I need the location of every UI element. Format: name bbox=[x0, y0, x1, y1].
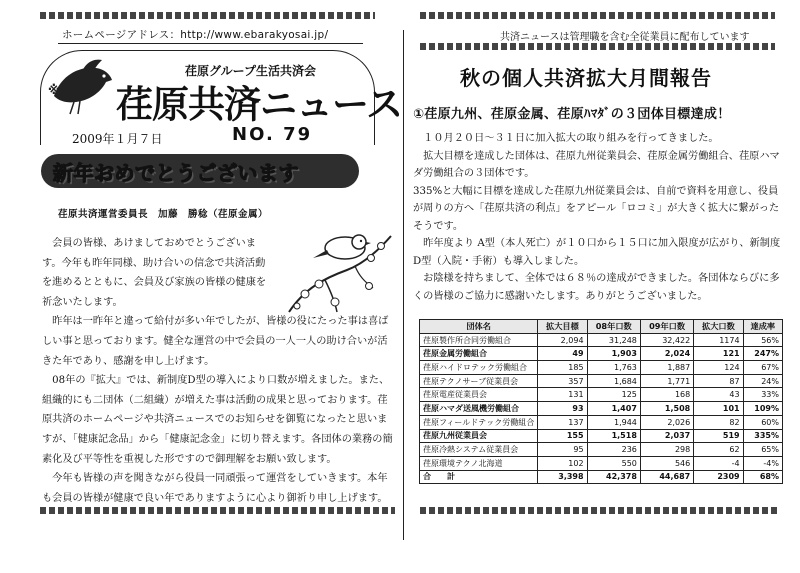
cell-rate: 109% bbox=[743, 402, 782, 416]
cell-gain: 62 bbox=[694, 443, 743, 457]
cell-target: 185 bbox=[538, 361, 587, 375]
cell-rate: 56% bbox=[743, 333, 782, 347]
cell-2009: 44,687 bbox=[640, 470, 693, 484]
cell-name: 荏原フィールドテック労働組合 bbox=[420, 415, 538, 429]
top-dash-rule-right bbox=[420, 12, 775, 19]
cell-target: 93 bbox=[538, 402, 587, 416]
cell-target: 131 bbox=[538, 388, 587, 402]
dove-logo-icon bbox=[46, 56, 118, 118]
homepage-underline bbox=[58, 43, 363, 44]
issue-number: NO. 79 bbox=[232, 124, 313, 145]
masthead-subtitle: 荏原グループ生活共済会 bbox=[185, 64, 317, 78]
homepage-address: ホームページアドレス：http://www.ebarakyosai.jp/ bbox=[62, 29, 329, 41]
col-header-target: 拡大目標 bbox=[538, 320, 587, 334]
cell-gain: 121 bbox=[694, 347, 743, 361]
masthead-title: 荏原共済ニュース bbox=[116, 83, 403, 126]
cell-2008: 42,378 bbox=[587, 470, 640, 484]
greeting-banner-text: 新年おめでとうございます bbox=[53, 161, 299, 185]
report-paragraph-2: 拡大目標を達成した団体は、荏原九州従業員会、荏原金属労働組合、荏原ハマダ労働組合の３団体です。 bbox=[413, 150, 780, 179]
report-paragraph-3: 335%と大幅に目標を達成した荏原九州従業員会は、自前で資料を用意し、役員が周りの方へ「荏原共済の利点」をアピール「ロコミ」が大きく拡大に繋がったそうです。 bbox=[413, 185, 780, 232]
cell-rate: 68% bbox=[743, 470, 782, 484]
cell-name: 荏原冷熱システム従業員会 bbox=[420, 443, 538, 457]
cell-2009: 546 bbox=[640, 456, 693, 470]
table-row bbox=[420, 402, 783, 416]
column-divider bbox=[403, 30, 404, 540]
cell-target: 49 bbox=[538, 347, 587, 361]
cell-gain: 124 bbox=[694, 361, 743, 375]
cell-name: 合 計 bbox=[420, 470, 538, 484]
table-row bbox=[420, 456, 783, 470]
cell-name: 荏原ハイドロテック労働組合 bbox=[420, 361, 538, 375]
cell-gain: 82 bbox=[694, 415, 743, 429]
cell-name: 荏原電産従業員会 bbox=[420, 388, 538, 402]
cell-gain: 519 bbox=[694, 429, 743, 443]
report-subtitle: ①荏原九州、荏原金属、荏原ﾊﾏﾀﾞの３団体目標達成！ bbox=[413, 107, 731, 122]
table-row bbox=[420, 361, 783, 375]
cell-gain: 1174 bbox=[694, 333, 743, 347]
cell-2009: 32,422 bbox=[640, 333, 693, 347]
cell-2008: 1,903 bbox=[587, 347, 640, 361]
cell-2009: 298 bbox=[640, 443, 693, 457]
cell-name: 荏原製作所合同労働組合 bbox=[420, 333, 538, 347]
cell-rate: -4% bbox=[743, 456, 782, 470]
bottom-dash-rule-right bbox=[420, 507, 780, 514]
table-row bbox=[420, 388, 783, 402]
greeting-paragraph-1: 会員の皆様、あけましておめでとうございます。今年も昨年同様、助け合いの信念で共済活動を進めるとともに、会員及び家族の皆様の健康を祈念いたします。 bbox=[42, 238, 267, 308]
cell-target: 137 bbox=[538, 415, 587, 429]
table-total-row bbox=[420, 470, 783, 484]
col-header-gain: 拡大口数 bbox=[694, 320, 743, 334]
table-row bbox=[420, 443, 783, 457]
cell-2008: 550 bbox=[587, 456, 640, 470]
cell-rate: 65% bbox=[743, 443, 782, 457]
cell-rate: 67% bbox=[743, 361, 782, 375]
report-title: 秋の個人共済拡大月間報告 bbox=[460, 66, 712, 90]
table-row bbox=[420, 429, 783, 443]
cell-rate: 24% bbox=[743, 374, 782, 388]
cell-rate: 335% bbox=[743, 429, 782, 443]
cell-gain: -4 bbox=[694, 456, 743, 470]
cell-rate: 247% bbox=[743, 347, 782, 361]
greeting-body bbox=[42, 234, 397, 508]
cell-target: 2,094 bbox=[538, 333, 587, 347]
table-row bbox=[420, 333, 783, 347]
distribution-notice: 共済ニュースは管理職を含む全従業員に配布しています bbox=[500, 32, 750, 43]
table-body bbox=[420, 333, 783, 484]
cell-2009: 1,508 bbox=[640, 402, 693, 416]
cell-target: 3,398 bbox=[538, 470, 587, 484]
greeting-author: 荏原共済運営委員長 加藤 勝稔（荏原金属） bbox=[58, 209, 269, 220]
bottom-dash-rule-left bbox=[40, 507, 395, 514]
cell-2009: 2,024 bbox=[640, 347, 693, 361]
issue-date: 2009年１月７日 bbox=[72, 132, 163, 146]
greeting-paragraph-4: 今年も皆様の声を聞きながら役員一同頑張って運営をしていきます。本年も会員の皆様が健康で良い年でありますように心より御祈り申し上げます。 bbox=[42, 473, 388, 504]
greeting-paragraph-3: 08年の『拡大』では、新制度D型の導入により口数が増えました。また、組織的にも二団体（二組織）が増えた事は活動の成果と思っております。荏原共済のホームページや共済ニュースでのお知らせを御覧になったと思いますが、「健康記念品」から「健康記念金」に切り替えます。各団体の業務の簡素化及び平等性を重視した形ですので御理解をお願い致します。 bbox=[42, 375, 393, 465]
cell-2008: 1,684 bbox=[587, 374, 640, 388]
table-row bbox=[420, 374, 783, 388]
cell-2008: 1,518 bbox=[587, 429, 640, 443]
cell-name: 荏原金属労働組合 bbox=[420, 347, 538, 361]
logo-mark: ※ bbox=[48, 83, 60, 97]
cell-target: 155 bbox=[538, 429, 587, 443]
cell-gain: 43 bbox=[694, 388, 743, 402]
report-paragraph-1: １０月２０日～３１日に加入拡大の取り組みを行ってきました。 bbox=[413, 133, 719, 144]
cell-target: 357 bbox=[538, 374, 587, 388]
cell-gain: 87 bbox=[694, 374, 743, 388]
cell-target: 95 bbox=[538, 443, 587, 457]
col-header-rate: 達成率 bbox=[743, 320, 782, 334]
cell-2009: 168 bbox=[640, 388, 693, 402]
greeting-paragraph-2: 昨年は一昨年と違って給付が多い年でしたが、皆様の役にたった事は喜ばしい事と思っております。健全な運営の中で会員の一人一人の助け合いが活きた年であり、感謝を申し上げます。 bbox=[42, 316, 389, 367]
col-header-name: 団体名 bbox=[420, 320, 538, 334]
cell-2008: 236 bbox=[587, 443, 640, 457]
cell-name: 荏原環境テクノ北海道 bbox=[420, 456, 538, 470]
col-header-2009: 09年口数 bbox=[640, 320, 693, 334]
cell-name: 荏原九州従業員会 bbox=[420, 429, 538, 443]
notice-dash-rule bbox=[420, 43, 775, 50]
cell-2008: 1,944 bbox=[587, 415, 640, 429]
cell-2008: 1,763 bbox=[587, 361, 640, 375]
cell-2008: 125 bbox=[587, 388, 640, 402]
cell-gain: 101 bbox=[694, 402, 743, 416]
cell-target: 102 bbox=[538, 456, 587, 470]
expansion-results-table bbox=[419, 319, 783, 484]
report-paragraph-4: 昨年度より A型（本人死亡）が１０口から１５口に加入限度が広がり、新制度 D型（入院・手術）も導入しました。 bbox=[413, 238, 781, 267]
table-header-row bbox=[420, 320, 783, 334]
top-dash-rule-left bbox=[40, 12, 375, 19]
table-row bbox=[420, 347, 783, 361]
cell-rate: 33% bbox=[743, 388, 782, 402]
cell-gain: 2309 bbox=[694, 470, 743, 484]
cell-2009: 2,026 bbox=[640, 415, 693, 429]
cell-2008: 1,407 bbox=[587, 402, 640, 416]
report-body bbox=[413, 130, 783, 305]
table-row bbox=[420, 415, 783, 429]
cell-rate: 60% bbox=[743, 415, 782, 429]
cell-2009: 1,887 bbox=[640, 361, 693, 375]
col-header-2008: 08年口数 bbox=[587, 320, 640, 334]
cell-name: 荏原テクノサーブ従業員会 bbox=[420, 374, 538, 388]
report-paragraph-5: お陰様を持ちまして、全体では６８％の達成ができました。各団体ならびに多くの皆様のご協力に感謝いたします。ありがとうございました。 bbox=[413, 273, 780, 302]
cell-2009: 1,771 bbox=[640, 374, 693, 388]
cell-2009: 2,037 bbox=[640, 429, 693, 443]
cell-2008: 31,248 bbox=[587, 333, 640, 347]
cell-name: 荏原ハマダ送風機労働組合 bbox=[420, 402, 538, 416]
